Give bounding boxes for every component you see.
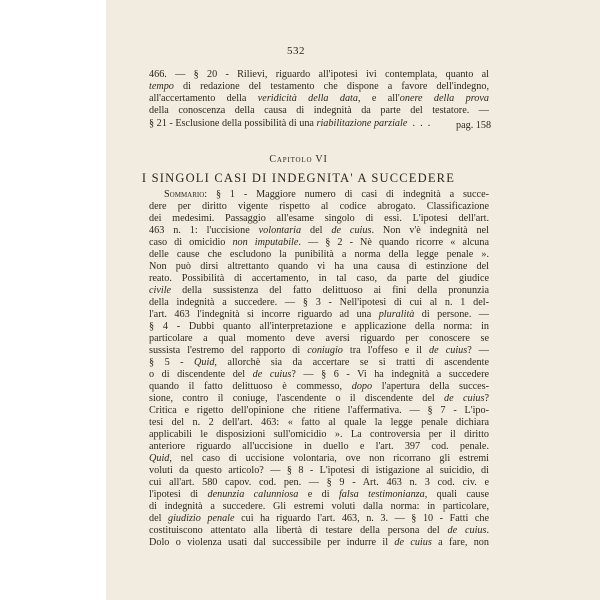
summary-line: voluti da questo articolo? — § 8 - L'ipotesi di istigazione al suicidio, di	[149, 465, 489, 476]
summary-line: del giudizio penale cui ha riguardo l'art. 463, n. 3. — § 10 - Fatti che	[149, 513, 489, 524]
summary-line: applicabili le disposizioni sull'omicidio ». La controversia per il diritto	[149, 429, 489, 440]
summary-line: Critica e rigetto dell'opinione che ritiene l'affermativa. — § 7 - L'ipo-	[149, 405, 489, 416]
summary-line: tesi del n. 2 dell'art. 463: « fatto al quale la legge penale dichiara	[149, 417, 489, 428]
chapter-title: I SINGOLI CASI DI INDEGNITA' A SUCCEDERE	[141, 171, 456, 185]
summary-line: Sommario: § 1 - Maggiore numero di casi di indegnità a succe-	[164, 189, 489, 200]
summary-line: anteriore riguardo all'uccisione in duello e l'art. 397 cod. penale.	[149, 441, 489, 452]
summary-line: particolare a qual momento deve aversi riguardo per conoscere se	[149, 333, 489, 344]
summary-line: sione, contro il coniuge, l'ascendente o il discendente del de cuius?	[149, 393, 489, 404]
summary-line: dere per diritto vigente rispetto al codice abrogato. Classificazione	[149, 201, 489, 212]
summary-line: § 4 - Dubbi quanto all'interpretazione e applicazione della norma: in	[149, 321, 489, 332]
summary-line: o di discendente del de cuius? — § 6 - Vi ha indegnità a succedere	[149, 369, 489, 380]
summary-line: 463 n. 1: l'uccisione volontaria del de cuius. Non v'è indegnità nel	[149, 225, 490, 236]
summary-line: l'ipotesi di denunzia calunniosa e di falsa testimonianza, quali cause	[149, 489, 489, 500]
summary-line: Quid, nel caso di uccisione volontaria, ove non ricorrano gli estremi	[149, 453, 489, 464]
toc-line: della conoscenza della causa di indegnità da parte del testatore. —	[149, 105, 489, 116]
book-page	[106, 0, 600, 600]
chapter-heading: Capitolo VI	[269, 154, 328, 165]
toc-line: tempo di redazione del testamento che dispone a favore dell'indegno,	[149, 81, 489, 92]
page-number: 532	[287, 45, 305, 57]
summary-line: sussista l'estremo del rapporto di coniugio tra l'offeso e il de cuius? —	[149, 345, 489, 356]
summary-line: dei medesimi. Passaggio all'esame singolo di essi. L'ipotesi dell'art.	[149, 213, 489, 224]
toc-line: 466. — § 20 - Rilievi, riguardo all'ipotesi ivi contemplata, quanto al	[149, 69, 489, 80]
summary-line: delle cause che escludono la punibilità a norma della legge penale ».	[149, 249, 489, 260]
summary-line: l'art. 463 l'indegnità si incorre riguardo ad una pluralità di persone. —	[149, 309, 489, 320]
summary-line: costituiscono attentato alla libertà di testare della persona del de cuius.	[149, 525, 489, 536]
toc-line: § 21 - Esclusione della possibilità di una riabilitazione parziale . . .	[149, 118, 431, 129]
summary-line: caso di omicidio non imputabile. — § 2 - Nè quando ricorre « alcuna	[149, 237, 490, 248]
summary-line: della indegnità a succedere. — § 3 - Nell'ipotesi di cui al n. 1 del-	[149, 297, 489, 308]
summary-line: cui all'art. 580 capov. cod. pen. — § 9 - Art. 463 n. 3 cod. civ. e	[149, 477, 489, 488]
summary-label: Sommario	[164, 189, 205, 200]
summary-line: civile della sussistenza del fatto delittuoso ai fini della pronunzia	[149, 285, 489, 296]
summary-line: Dolo o violenza usati dal successibile per indurre il de cuius a fare, non	[149, 537, 489, 548]
summary-line: quando il fatto delittuoso è commesso, dopo l'apertura della succes-	[149, 381, 489, 392]
toc-line: all'accertamento della veridicità della data, e all'onere della prova	[149, 93, 489, 104]
page-reference: pag. 158	[456, 120, 492, 131]
summary-line: § 5 - Quid, allorchè sia da accertare se si tratti di ascendente	[149, 357, 489, 368]
summary-line: Non può dirsi altrettanto quando vi ha una causa di estinzione del	[149, 261, 489, 272]
summary-line: di indegnità a succedere. Gli estremi voluti dalla norma: in particolare,	[149, 501, 489, 512]
summary-line: reato. Possibilità di accertamento, in tal caso, da parte del giudice	[149, 273, 489, 284]
